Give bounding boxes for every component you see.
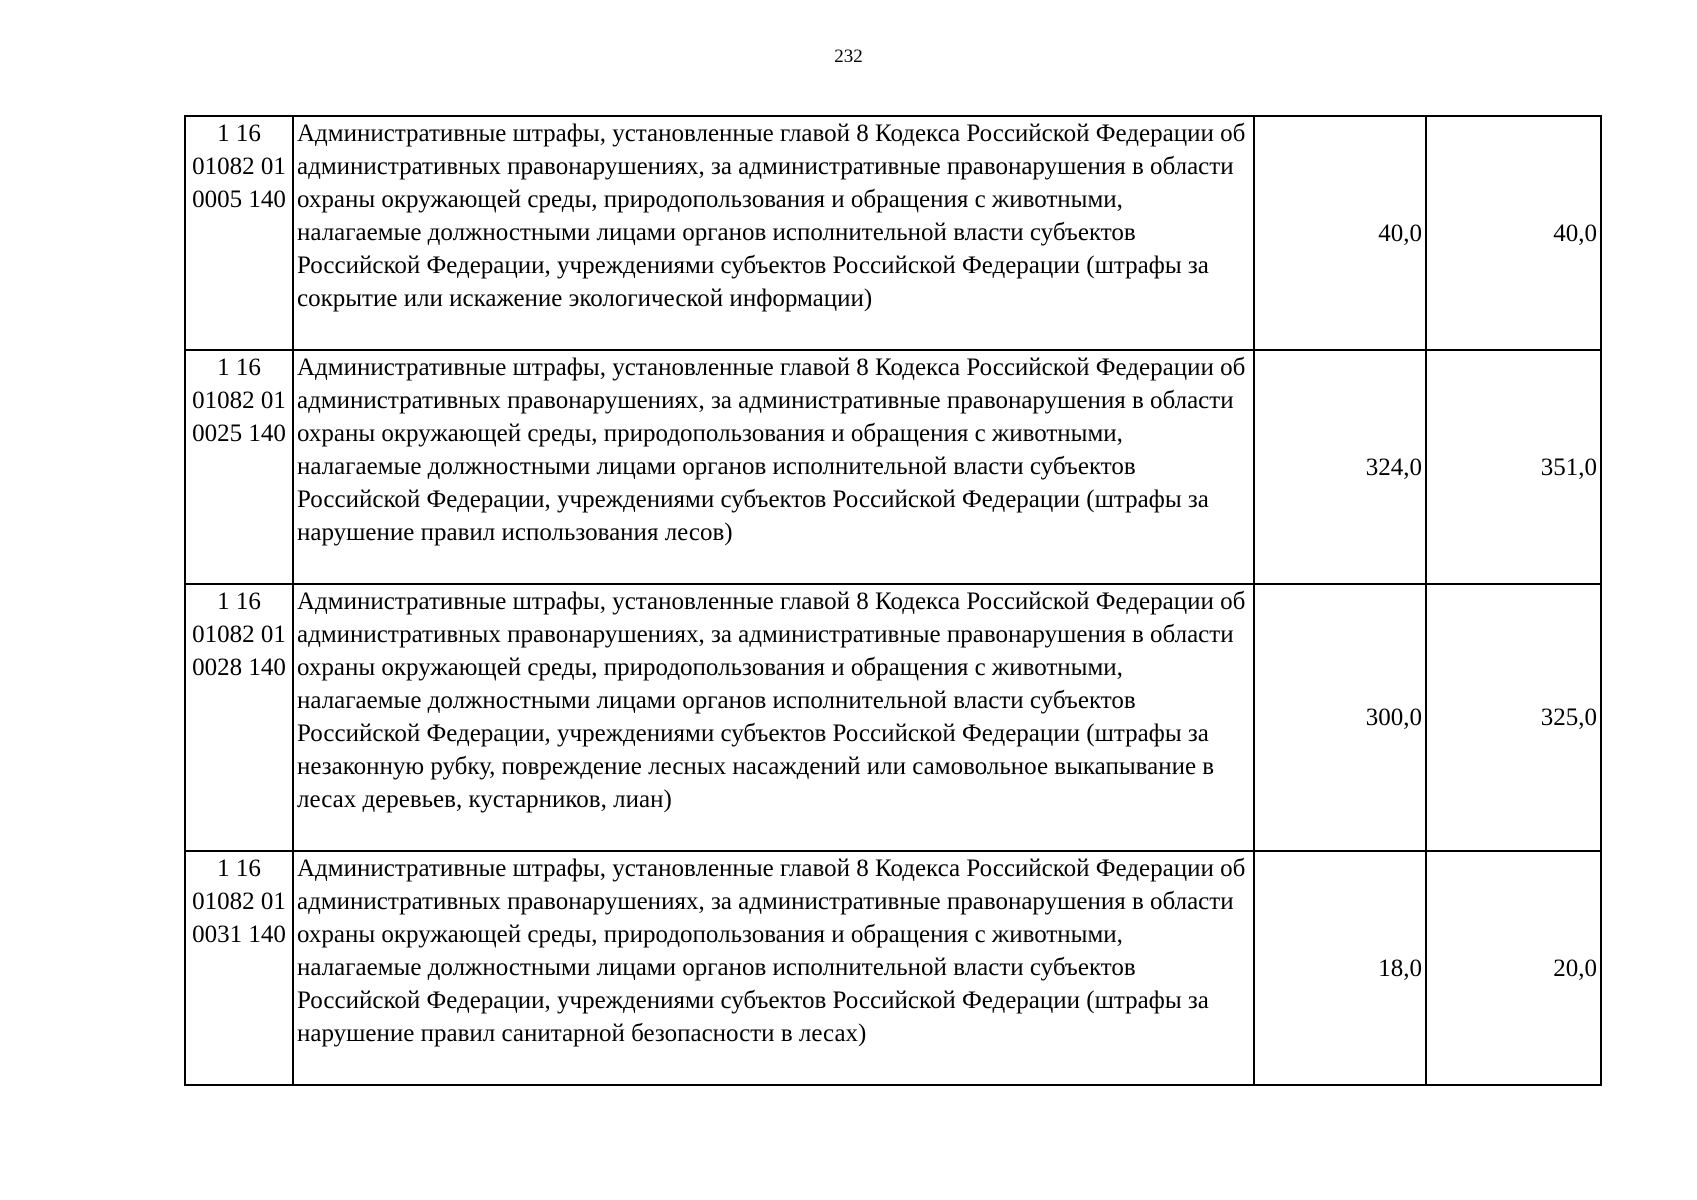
budget-code-cell bbox=[185, 350, 293, 584]
budget-code-line: 01082 01 bbox=[192, 621, 286, 648]
value-year-1-cell: 300,0 bbox=[1254, 584, 1426, 851]
budget-code-line: 0031 140 bbox=[192, 921, 286, 948]
budget-code-line: 1 16 bbox=[217, 120, 261, 147]
budget-code-line: 1 16 bbox=[217, 855, 261, 882]
budget-code-line: 0025 140 bbox=[192, 420, 286, 447]
budget-code-line: 1 16 bbox=[217, 588, 261, 615]
description-cell: Административные штрафы, установленные главой 8 Кодекса Российской Федерации об административных правонарушениях, за административные правонарушения в области охраны окружающей среды, природопользования и обращения с животными, налагаемые должностными лицами органов исполнительной власти субъектов Российской Федерации, учреждениями субъектов Российской Федерации (штрафы за нарушение правил использования лесов) bbox=[293, 350, 1254, 584]
value-year-2-cell: 20,0 bbox=[1426, 851, 1601, 1085]
budget-code-cell bbox=[185, 116, 293, 350]
budget-code-cell bbox=[185, 851, 293, 1085]
value-year-1-cell: 40,0 bbox=[1254, 116, 1426, 350]
table-row bbox=[185, 851, 1601, 1085]
value-year-2-cell: 351,0 bbox=[1426, 350, 1601, 584]
budget-code-line: 01082 01 bbox=[192, 153, 286, 180]
budget-code-line: 1 16 bbox=[217, 354, 261, 381]
description-cell: Административные штрафы, установленные главой 8 Кодекса Российской Федерации об административных правонарушениях, за административные правонарушения в области охраны окружающей среды, природопользования и обращения с животными, налагаемые должностными лицами органов исполнительной власти субъектов Российской Федерации, учреждениями субъектов Российской Федерации (штрафы за нарушение правил санитарной безопасности в лесах) bbox=[293, 851, 1254, 1085]
budget-code-line: 0005 140 bbox=[192, 186, 286, 213]
description-cell: Административные штрафы, установленные главой 8 Кодекса Российской Федерации об административных правонарушениях, за административные правонарушения в области охраны окружающей среды, природопользования и обращения с животными, налагаемые должностными лицами органов исполнительной власти субъектов Российской Федерации, учреждениями субъектов Российской Федерации (штрафы за сокрытие или искажение экологической информации) bbox=[293, 116, 1254, 350]
table-row bbox=[185, 350, 1601, 584]
page-number: 232 bbox=[834, 46, 863, 67]
budget-code-line: 0028 140 bbox=[192, 654, 286, 681]
value-year-1-cell: 18,0 bbox=[1254, 851, 1426, 1085]
budget-code-line: 01082 01 bbox=[192, 387, 286, 414]
fines-table bbox=[184, 115, 1602, 1086]
budget-code-cell bbox=[185, 584, 293, 851]
table-row bbox=[185, 584, 1601, 851]
table-row bbox=[185, 116, 1601, 350]
budget-code-line: 01082 01 bbox=[192, 888, 286, 915]
value-year-2-cell: 325,0 bbox=[1426, 584, 1601, 851]
description-cell: Административные штрафы, установленные главой 8 Кодекса Российской Федерации об административных правонарушениях, за административные правонарушения в области охраны окружающей среды, природопользования и обращения с животными, налагаемые должностными лицами органов исполнительной власти субъектов Российской Федерации, учреждениями субъектов Российской Федерации (штрафы за незаконную рубку, повреждение лесных насаждений или самовольное выкапывание в лесах деревьев, кустарников, лиан) bbox=[293, 584, 1254, 851]
value-year-1-cell: 324,0 bbox=[1254, 350, 1426, 584]
value-year-2-cell: 40,0 bbox=[1426, 116, 1601, 350]
